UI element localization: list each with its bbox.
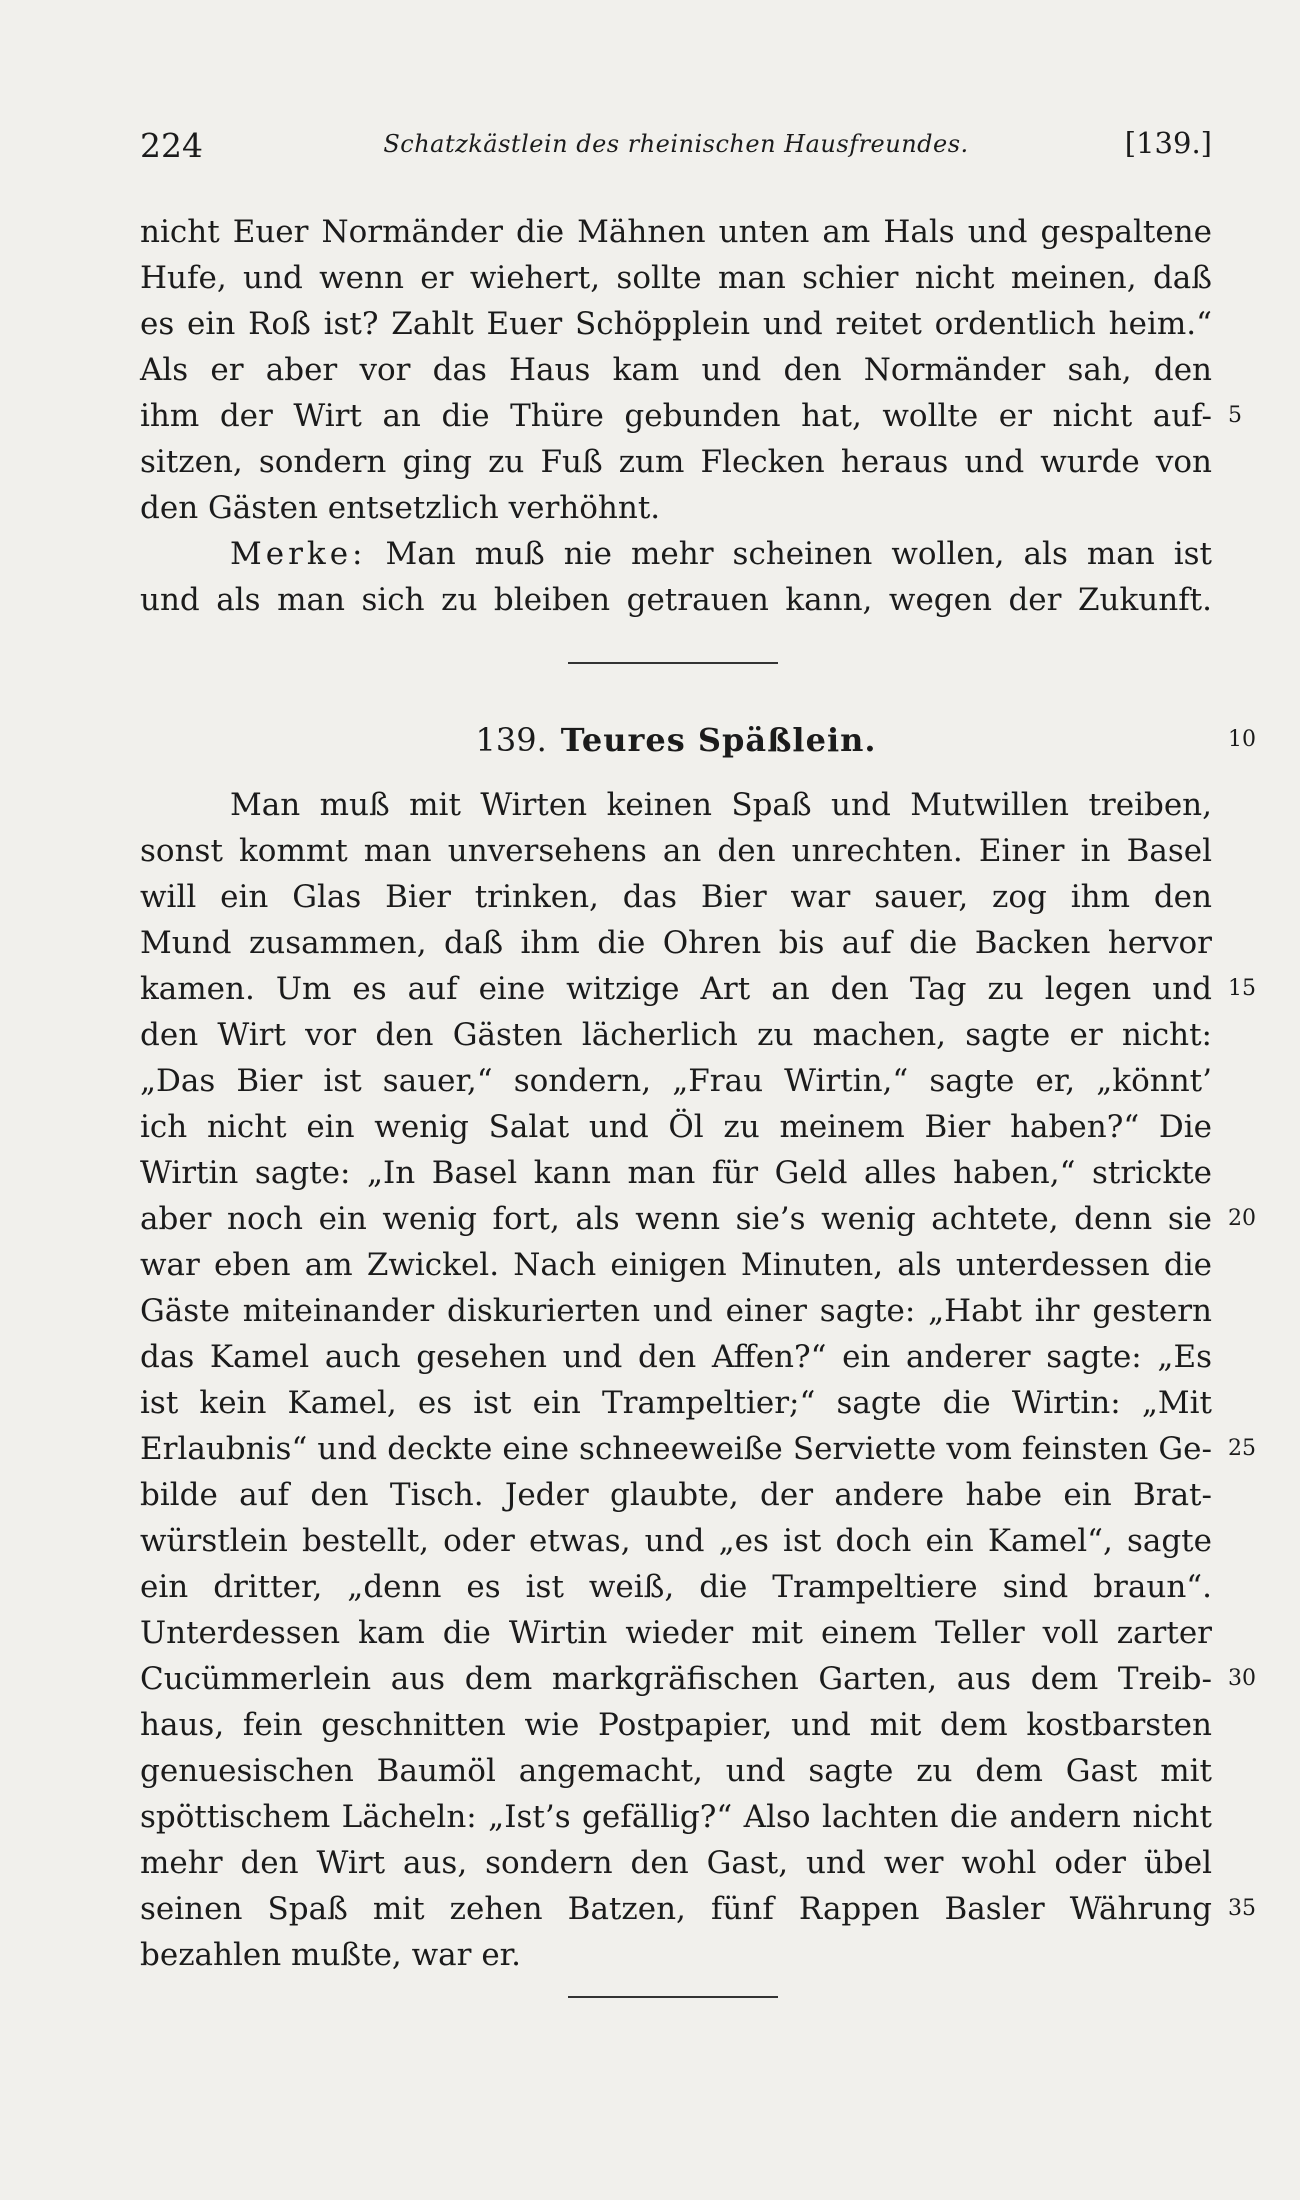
text-line: Mund zusammen, daß ihm die Ohren bis auf die Backen hervor — [140, 925, 1212, 961]
text-line: war eben am Zwickel. Nach einigen Minuten, als unterdessen die — [140, 1247, 1212, 1283]
text-line: „Das Bier ist sauer,“ sondern, „Frau Wirtin,“ sagte er, „könnt’ — [140, 1063, 1212, 1099]
text-line: es ein Roß ist? Zahlt Euer Schöpplein und reitet ordentlich heim.“ — [140, 306, 1212, 342]
margin-line-number: 25 — [1228, 1436, 1256, 1461]
text-line: sonst kommt man unversehens an den unrechten. Einer in Basel — [140, 833, 1212, 869]
margin-line-number: 20 — [1228, 1206, 1256, 1231]
text-line: Man muß mit Wirten keinen Spaß und Mutwillen treiben, — [230, 787, 1212, 823]
text-line: Wirtin sagte: „In Basel kann man für Geld alles haben,“ strickte — [140, 1155, 1212, 1191]
text-line: und als man sich zu bleiben getrauen kann, wegen der Zukunft. — [140, 582, 1212, 618]
margin-line-number: 10 — [1228, 727, 1256, 752]
running-title: Schatzkästlein des rheinischen Hausfreundes. — [383, 130, 969, 158]
page-number: 224 — [140, 126, 203, 165]
text-line: nicht Euer Normänder die Mähnen unten am Hals und gespaltene — [140, 214, 1212, 250]
text-line: Cucümmerlein aus dem markgräfischen Garten, aus dem Treib- — [140, 1661, 1212, 1697]
text-line: Gäste miteinander diskurierten und einer sagte: „Habt ihr gestern — [140, 1293, 1212, 1329]
section-reference: [139.] — [1124, 126, 1212, 160]
moral-line — [140, 530, 1212, 578]
text-line: mehr den Wirt aus, sondern den Gast, und wer wohl oder übel — [140, 1845, 1212, 1881]
section-divider — [568, 1996, 778, 1998]
text-line: das Kamel auch gesehen und den Affen?“ ein anderer sagte: „Es — [140, 1339, 1212, 1375]
text-line: Hufe, und wenn er wiehert, sollte man schier nicht meinen, daß — [140, 260, 1212, 296]
margin-line-number: 35 — [1228, 1896, 1256, 1921]
text-line: sitzen, sondern ging zu Fuß zum Flecken heraus und wurde von — [140, 444, 1212, 480]
text-line: den Gästen entsetzlich verhöhnt. — [140, 490, 661, 526]
text-line: bilde auf den Tisch. Jeder glaubte, der andere habe ein Brat- — [140, 1477, 1212, 1513]
text-line: ihm der Wirt an die Thüre gebunden hat, wollte er nicht auf- — [140, 398, 1212, 434]
margin-line-number: 15 — [1228, 976, 1256, 1001]
text-line: bezahlen mußte, war er. — [140, 1937, 521, 1973]
story-title: Teures Späßlein. — [560, 721, 877, 759]
story-heading — [140, 715, 1212, 765]
section-divider — [568, 662, 778, 664]
text-line: Unterdessen kam die Wirtin wieder mit einem Teller voll zarter — [140, 1615, 1212, 1651]
text-line: aber noch ein wenig fort, als wenn sie’s wenig achtete, denn sie — [140, 1201, 1212, 1237]
text-line: spöttischem Lächeln: „Ist’s gefällig?“ Also lachten die andern nicht — [140, 1799, 1212, 1835]
text-line: würstlein bestellt, oder etwas, und „es ist doch ein Kamel“, sagte — [140, 1523, 1212, 1559]
text-line: haus, fein geschnitten wie Postpapier, und mit dem kostbarsten — [140, 1707, 1212, 1743]
text-line: ist kein Kamel, es ist ein Trampeltier;“ sagte die Wirtin: „Mit — [140, 1385, 1212, 1421]
page-header — [140, 126, 1212, 176]
text-line: Als er aber vor das Haus kam und den Normänder sah, den — [140, 352, 1212, 388]
text-line: kamen. Um es auf eine witzige Art an den Tag zu legen und — [140, 971, 1212, 1007]
text-line: will ein Glas Bier trinken, das Bier war sauer, zog ihm den — [140, 879, 1212, 915]
moral-text: Man muß nie mehr scheinen wollen, als man ist — [385, 536, 1212, 572]
story-number: 139. — [475, 721, 547, 759]
text-line: ein dritter, „denn es ist weiß, die Trampeltiere sind braun“. — [140, 1569, 1212, 1605]
text-line: genuesischen Baumöl angemacht, und sagte zu dem Gast mit — [140, 1753, 1212, 1789]
text-line: den Wirt vor den Gästen lächerlich zu machen, sagte er nicht: — [140, 1017, 1212, 1053]
text-line: seinen Spaß mit zehen Batzen, fünf Rappen Basler Währung — [140, 1891, 1212, 1927]
moral-label: Merke: — [230, 536, 367, 572]
margin-line-number: 5 — [1228, 403, 1242, 428]
text-line: ich nicht ein wenig Salat und Öl zu meinem Bier haben?“ Die — [140, 1109, 1212, 1145]
margin-line-number: 30 — [1228, 1666, 1256, 1691]
text-line: Erlaubnis“ und deckte eine schneeweiße Serviette vom feinsten Ge- — [140, 1431, 1212, 1467]
